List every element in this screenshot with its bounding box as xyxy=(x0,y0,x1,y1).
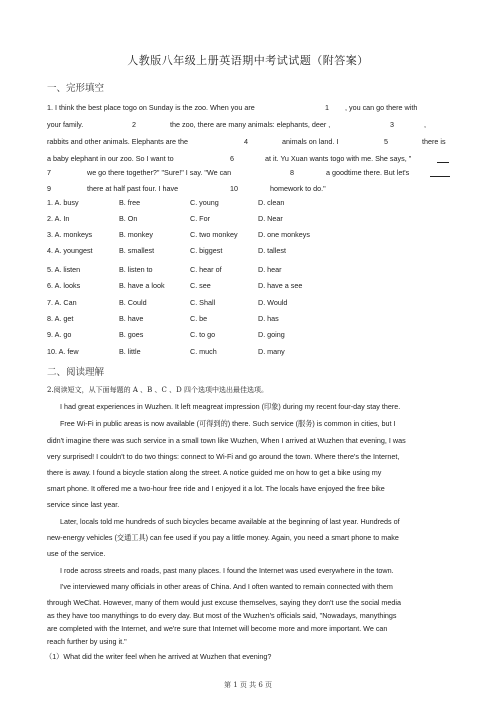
option-2-a: 2. A. In xyxy=(47,214,70,223)
cloze-line-2c: , xyxy=(424,120,426,129)
cloze-line-1b: , you can go there with xyxy=(345,103,418,112)
option-7-d: D. Would xyxy=(258,298,288,307)
reading-paragraph-2: Free Wi-Fi in public areas is now available (可得到的) there. Such service (服务) is common in cities, but I xyxy=(60,419,396,428)
cloze-line-3: rabbits and other animals. Elephants are the xyxy=(47,137,189,146)
cloze-line-5: we go there together?" "Sure!" I say. "We can xyxy=(87,168,232,177)
reading-paragraph-1: I had great experiences in Wuzhen. It left meagreat impression (印象) during my recent four-day stay there. xyxy=(60,402,401,411)
reading-paragraph-4-line: as they have too manythings to do every day. But most of the Wuzhen's officials said, "Nowadays, manythings xyxy=(47,611,397,620)
reading-paragraph-2-line: didn't imagine there was such service in a small town like Wuzhen, When I arrived at Wuzhen that evening, I was xyxy=(47,436,406,445)
option-4-b: B. smallest xyxy=(119,246,155,255)
cloze-line-4b: at it. Yu Xuan wants togo with me. She says, " xyxy=(265,154,412,163)
blank-3: 3 xyxy=(390,120,394,129)
reading-paragraph-3-line: use of the service. xyxy=(47,549,106,558)
option-7-c: C. Shall xyxy=(190,298,216,307)
reading-instruction: 2.阅读短文，从下面每题的 A 、B 、C 、D 四个选项中选出最佳选项。 xyxy=(47,386,268,394)
cloze-line-3c: there is xyxy=(422,137,446,146)
option-9-a: 9. A. go xyxy=(47,330,72,339)
option-10-a: 10. A. few xyxy=(47,347,79,356)
reading-paragraph-2-line: very surprised! I couldn't to do two things: connect to Wi-Fi and go around the town. Where there's the Internet, xyxy=(47,452,400,461)
option-8-c: C. be xyxy=(190,314,208,323)
blank-underline xyxy=(430,168,450,180)
option-1-a: 1. A. busy xyxy=(47,198,79,207)
option-6-c: C. see xyxy=(190,281,211,290)
option-9-d: D. going xyxy=(258,330,285,339)
reading-paragraph-4: I rode across streets and roads, past many places. I found the Internet was used everywhere in the town. xyxy=(60,566,394,575)
option-10-c: C. much xyxy=(190,347,217,356)
option-1-b: B. free xyxy=(119,198,141,207)
cloze-line-6: there at half past four. I have xyxy=(87,184,179,193)
option-2-d: D. Near xyxy=(258,214,283,223)
question-1: （1）What did the writer feel when he arrived at Wuzhen that evening? xyxy=(45,652,272,661)
blank-9: 9 xyxy=(47,184,51,193)
blank-5: 5 xyxy=(384,137,388,146)
blank-underline xyxy=(437,154,449,166)
option-3-b: B. monkey xyxy=(119,230,153,239)
option-7-a: 7. A. Can xyxy=(47,298,77,307)
blank-4: 4 xyxy=(244,137,248,146)
option-3-a: 3. A. monkeys xyxy=(47,230,93,239)
option-6-d: D. have a see xyxy=(258,281,303,290)
option-5-d: D. hear xyxy=(258,265,282,274)
blank-8: 8 xyxy=(290,168,294,177)
reading-paragraph-4-line: I've interviewed many officials in other areas of China. And I often wanted to remain connected with them xyxy=(60,582,393,591)
option-3-d: D. one monkeys xyxy=(258,230,310,239)
cloze-line-2b: the zoo, there are many animals: elephants, deer , xyxy=(170,120,331,129)
option-8-a: 8. A. get xyxy=(47,314,74,323)
page-footer: 第 1 页 共 6 页 xyxy=(223,681,273,689)
option-7-b: B. Could xyxy=(119,298,147,307)
blank-6: 6 xyxy=(230,154,234,163)
cloze-line-2: your family. xyxy=(47,120,84,129)
option-1-c: C. young xyxy=(190,198,219,207)
option-5-a: 5. A. listen xyxy=(47,265,81,274)
reading-paragraph-3-line: new-energy vehicles (交通工具) can fee used if you pay a little money. Again, you need a smart phone to make xyxy=(47,533,399,542)
document-title: 人教版八年级上册英语期中考试试题（附答案） xyxy=(127,54,369,67)
option-2-c: C. For xyxy=(190,214,210,223)
cloze-line-3b: animals on land. I xyxy=(282,137,339,146)
option-10-d: D. many xyxy=(258,347,285,356)
option-9-c: C. to go xyxy=(190,330,216,339)
reading-paragraph-4-line: are completed with the Internet, and we're sure that Internet will become more and more important. We can xyxy=(47,624,388,633)
blank-1: 1 xyxy=(325,103,329,112)
blank-2: 2 xyxy=(132,120,136,129)
option-1-d: D. clean xyxy=(258,198,285,207)
reading-paragraph-2-line: there is away. I found a bicycle station along the street. A notice guided me on how to get a bike using my xyxy=(47,468,382,477)
reading-paragraph-4-line: reach further by using it." xyxy=(47,637,127,646)
cloze-line-1 xyxy=(47,103,255,113)
option-5-c: C. hear of xyxy=(190,265,222,274)
option-3-c: C. two monkey xyxy=(190,230,238,239)
reading-paragraph-4-line: through WeChat. However, many of them would just excuse themselves, saying they don't use the social media xyxy=(47,598,402,607)
option-4-a: 4. A. youngest xyxy=(47,246,93,255)
option-6-a: 6. A. looks xyxy=(47,281,81,290)
reading-paragraph-3: Later, locals told me hundreds of such bicycles became available at the beginning of last year. Hundreds of xyxy=(60,517,400,526)
cloze-text: 1. I think the best place togo on Sunday is the zoo. When you are xyxy=(47,103,255,112)
option-2-b: B. On xyxy=(119,214,138,223)
option-9-b: B. goes xyxy=(119,330,144,339)
option-5-b: B. listen to xyxy=(119,265,153,274)
cloze-line-5b: a goodtime there. But let's xyxy=(326,168,410,177)
cloze-line-4: a baby elephant in our zoo. So I want to xyxy=(47,154,174,163)
blank-7: 7 xyxy=(47,168,51,177)
section-heading-cloze: 一、完形填空 xyxy=(47,83,105,94)
option-8-d: D. has xyxy=(258,314,279,323)
section-heading-reading: 二、阅读理解 xyxy=(47,367,105,378)
reading-paragraph-2-line: smart phone. It offered me a two-hour free ride and I enjoyed it a lot. The locals have enjoyed the free bike xyxy=(47,484,385,493)
option-4-d: D. tallest xyxy=(258,246,286,255)
option-6-b: B. have a look xyxy=(119,281,165,290)
cloze-line-6b: homework to do." xyxy=(270,184,326,193)
option-8-b: B. have xyxy=(119,314,144,323)
blank-10: 10 xyxy=(230,184,238,193)
option-10-b: B. little xyxy=(119,347,141,356)
option-4-c: C. biggest xyxy=(190,246,223,255)
reading-paragraph-2-line: service since last year. xyxy=(47,500,120,509)
